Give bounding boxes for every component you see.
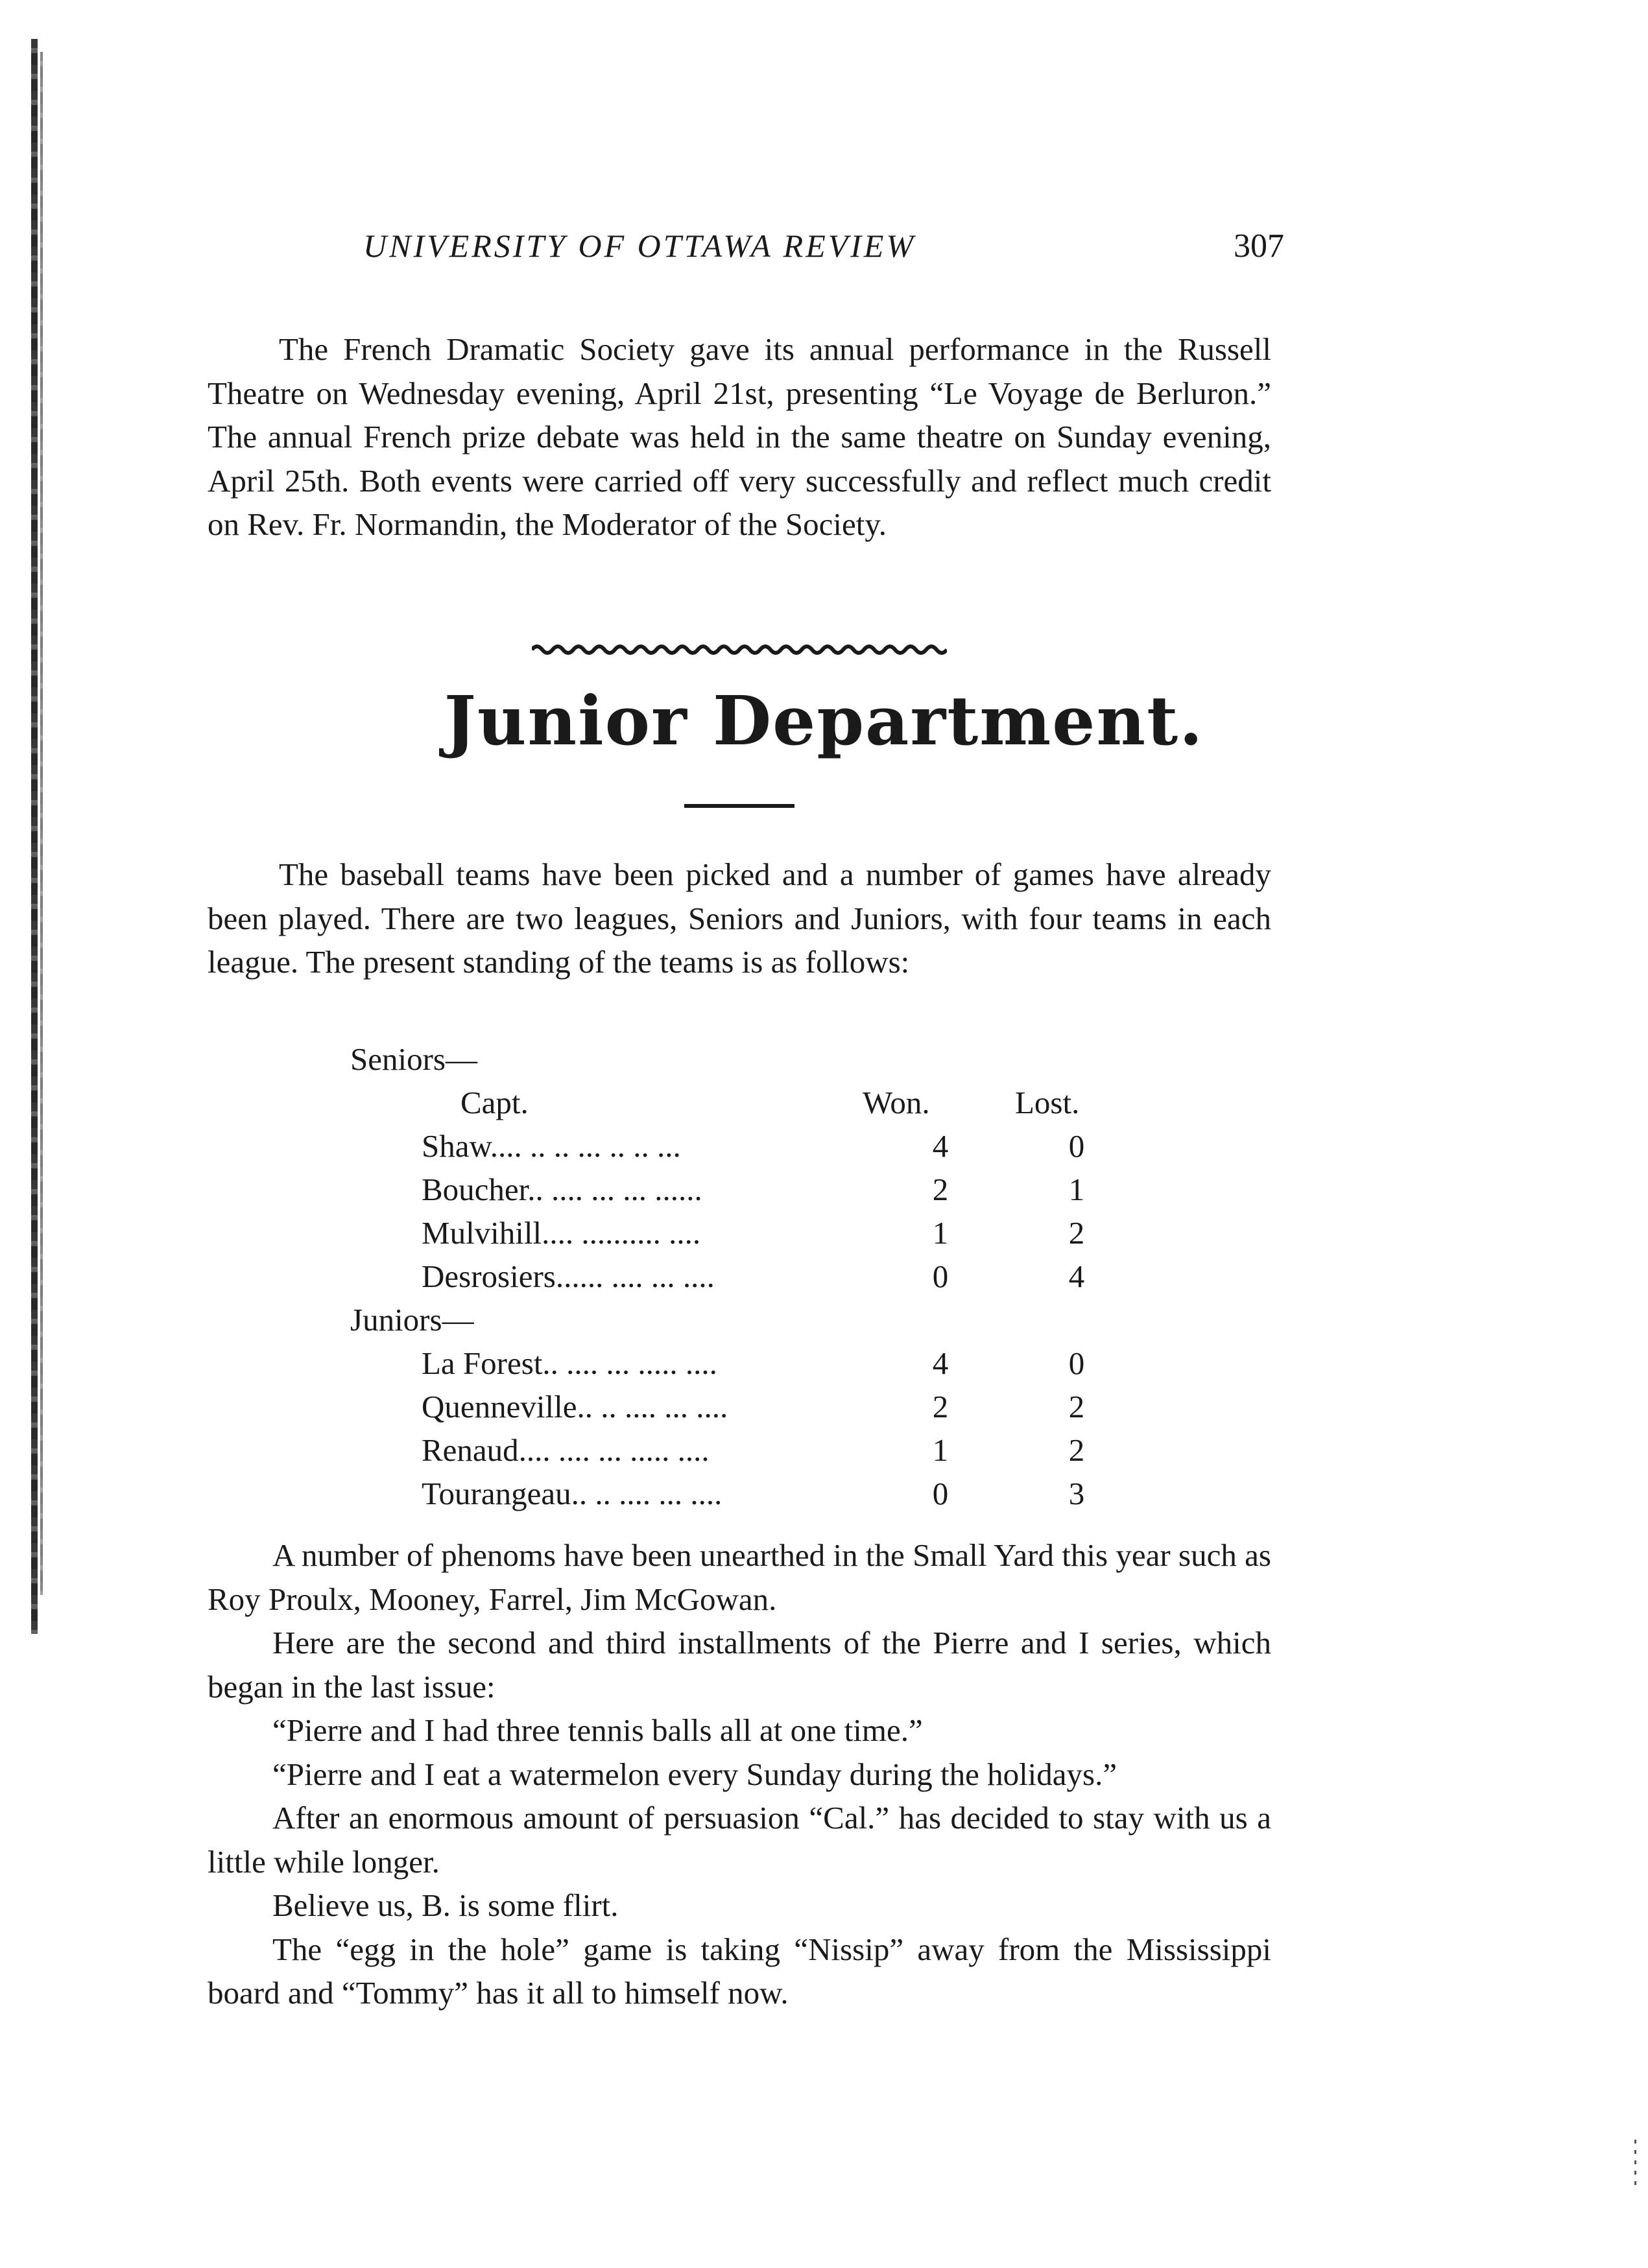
team-captain: Renaud.... .... ... ..... .... — [422, 1432, 710, 1468]
note-egg-game: The “egg in the hole” game is taking “Nissip” away from the Mississippi board and “Tommy” has it all to himself now. — [208, 1931, 1271, 2011]
games-lost: 2 — [1068, 1432, 1085, 1468]
scan-binding-shadow — [40, 52, 43, 1595]
seniors-label-text: Seniors— — [350, 1041, 477, 1077]
wavy-divider-ornament — [532, 642, 947, 657]
games-lost: 0 — [1068, 1128, 1085, 1164]
table-row — [350, 1341, 1129, 1385]
games-won: 4 — [932, 1128, 949, 1164]
junior-notes — [208, 1533, 1271, 2015]
column-headers — [350, 1081, 1129, 1124]
games-won: 1 — [932, 1215, 949, 1251]
table-row — [350, 1385, 1129, 1428]
games-lost: 3 — [1068, 1476, 1085, 1511]
section-heading: Junior Department. — [444, 681, 1204, 761]
header-lost: Lost. — [1015, 1085, 1080, 1120]
note-quote-tennis: “Pierre and I had three tennis balls all at one time.” — [272, 1712, 923, 1748]
juniors-label-text: Juniors— — [350, 1302, 474, 1338]
page-number: 307 — [1234, 228, 1284, 265]
header-captain: Capt. — [460, 1085, 529, 1120]
note-series-intro: Here are the second and third installments of the Pierre and I series, which began in the last issue: — [208, 1625, 1271, 1705]
standings-table — [350, 1037, 1129, 1515]
games-won: 4 — [932, 1345, 949, 1381]
team-captain: Shaw.... .. .. ... .. .. ... — [422, 1128, 681, 1164]
note-phenoms: A number of phenoms have been unearthed in the Small Yard this year such as Roy Proulx, Mooney, Farrel, Jim McGowan. — [208, 1537, 1271, 1617]
team-captain: Tourangeau.. .. .... ... .... — [422, 1476, 722, 1511]
scan-edge-specks — [1634, 2140, 1636, 2191]
games-lost: 4 — [1068, 1258, 1085, 1294]
games-lost: 0 — [1068, 1345, 1085, 1381]
heading-rule — [684, 804, 794, 808]
table-row — [350, 1255, 1129, 1298]
note-flirt: Believe us, B. is some flirt. — [272, 1887, 619, 1923]
baseball-section — [208, 853, 1271, 984]
games-lost: 2 — [1068, 1215, 1085, 1251]
games-won: 2 — [932, 1389, 949, 1424]
team-captain: Desrosiers...... .... ... .... — [422, 1258, 715, 1294]
team-captain: Quenneville.. .. .... ... .... — [422, 1389, 728, 1424]
games-won: 2 — [932, 1172, 949, 1207]
games-won: 0 — [932, 1258, 949, 1294]
team-captain: Boucher.. .... ... ... ...... — [422, 1172, 702, 1207]
table-row — [350, 1211, 1129, 1255]
games-won: 0 — [932, 1476, 949, 1511]
team-captain: Mulvihill.... .......... .... — [422, 1215, 701, 1251]
running-header — [363, 227, 1284, 272]
table-row — [350, 1124, 1129, 1168]
journal-title: UNIVERSITY OF OTTAWA REVIEW — [363, 228, 916, 264]
intro-section — [208, 327, 1271, 547]
games-lost: 1 — [1068, 1172, 1085, 1207]
games-lost: 2 — [1068, 1389, 1085, 1424]
team-captain: La Forest.. .... ... ..... .... — [422, 1345, 717, 1381]
intro-paragraph: The French Dramatic Society gave its annual performance in the Russell Theatre on Wednesday evening, April 21st, presenting “Le Voyage de Berluron.” The annual French prize debate was held in the same theatre on Sunday evening, April 25th. Both events were carried off very successfully and reflect much credit on Rev. Fr. Normandin, the Moderator of the Society. — [208, 331, 1271, 542]
games-won: 1 — [932, 1432, 949, 1468]
seniors-label — [350, 1037, 1129, 1081]
note-quote-watermelon: “Pierre and I eat a watermelon every Sunday during the holidays.” — [272, 1756, 1117, 1792]
note-cal: After an enormous amount of persuasion “Cal.” has decided to stay with us a little while longer. — [208, 1800, 1271, 1880]
scan-binding-edge — [31, 39, 38, 1634]
table-row — [350, 1472, 1129, 1515]
juniors-label — [350, 1298, 1129, 1341]
table-row — [350, 1168, 1129, 1211]
baseball-paragraph: The baseball teams have been picked and a number of games have already been played. There are two leagues, Seniors and Juniors, with four teams in each league. The present standing of the teams is as follows: — [208, 856, 1271, 980]
header-won: Won. — [863, 1085, 930, 1120]
table-row — [350, 1428, 1129, 1472]
